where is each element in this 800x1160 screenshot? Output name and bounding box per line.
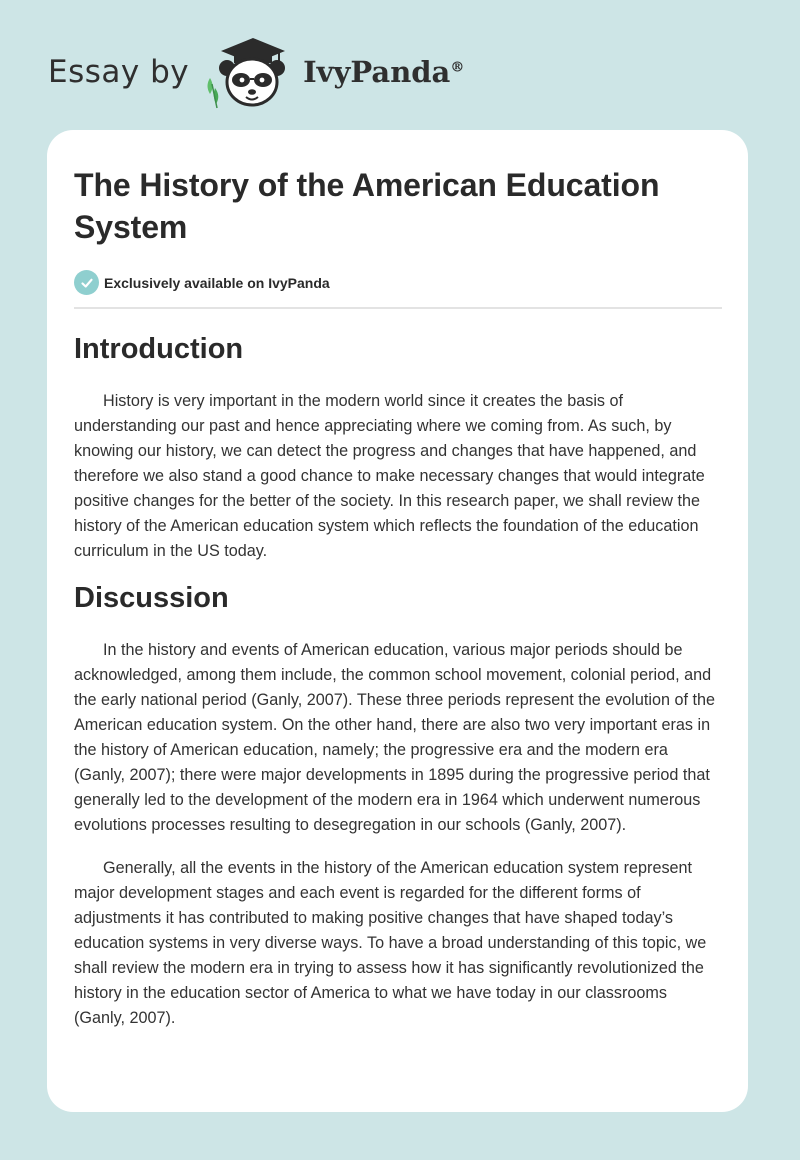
essay-title: The History of the American Education System (74, 167, 660, 245)
checkmark-icon (74, 270, 99, 295)
paragraph: History is very important in the modern world since it creates the basis of understanding our past and hence appreciating where we coming from. As such, by knowing our history, we can detect the progress and changes that have happened, and therefore we also stand a good chance to make necessary changes that would integrate positive changes for the better of the society. In this research paper, we shall review the history of the American education system which reflects the foundation of the education curriculum in the US today. (74, 392, 705, 560)
exclusive-badge (74, 270, 722, 295)
paragraph: Generally, all the events in the history of the American education system represent major development stages and each event is regarded for the different forms of adjustments it has contributed to making positive changes that have shaped today’s education systems in very diverse ways. To have a broad understanding of this topic, we shall review the modern era in trying to assess how it has significantly revolutionized the history in the education sector of America to what we have today in our classrooms (Ganly, 2007). (74, 859, 707, 1027)
panda-graduate-logo-icon[interactable] (203, 34, 301, 110)
essay-by-label: Essay by (48, 54, 190, 90)
essay-card (47, 130, 748, 1112)
title-divider (74, 307, 722, 309)
site-header (48, 34, 464, 110)
brand-name: IvyPanda® (303, 55, 465, 89)
section-heading-discussion: Discussion (74, 582, 229, 614)
section-heading-introduction: Introduction (74, 333, 244, 365)
exclusive-badge-label: Exclusively available on IvyPanda (104, 274, 330, 291)
paragraph: In the history and events of American education, various major periods should be acknowledged, among them include, the common school movement, colonial period, and the early national period (Ganly, 2007). These three periods represent the evolution of the American education system. On the other hand, there are also two very important eras in the history of American education, namely; the progressive era and the modern era (Ganly, 2007); there were major developments in 1895 during the progressive period that generally led to the development of the modern era in 1964 which underwent numerous evolutions processes resulting to desegregation in our schools (Ganly, 2007). (74, 641, 716, 834)
